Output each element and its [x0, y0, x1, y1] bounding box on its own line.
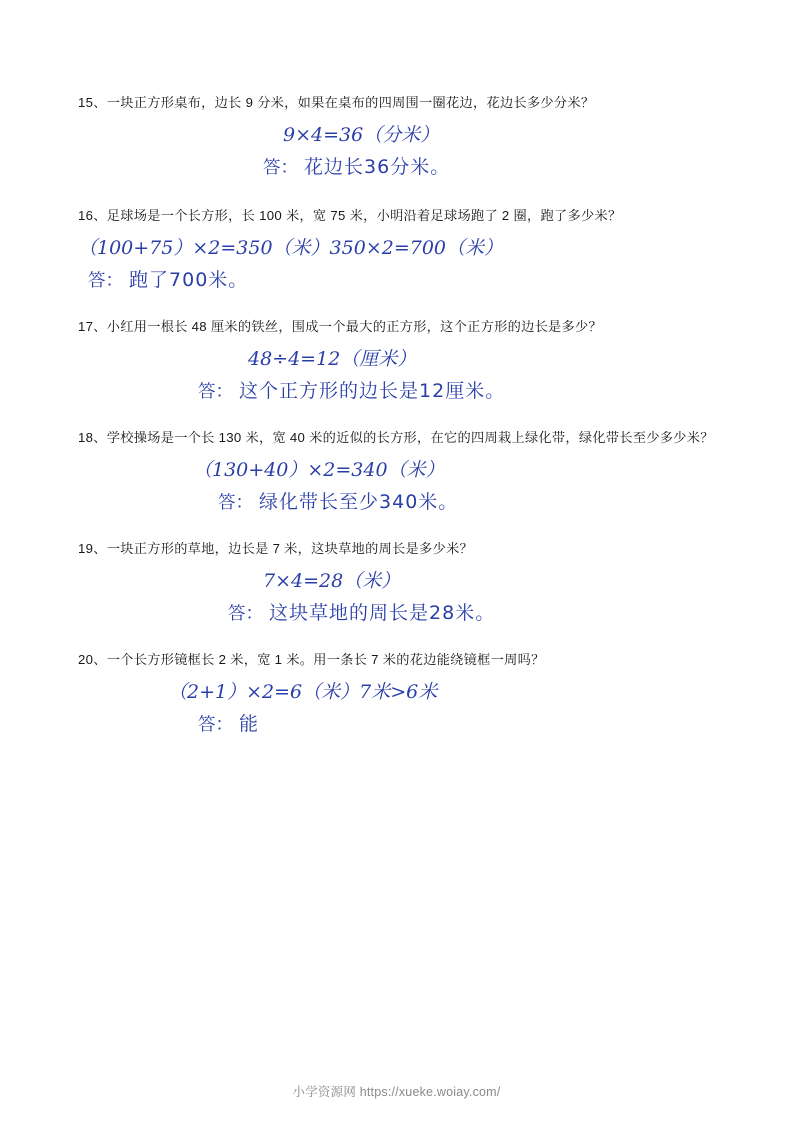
problem-answer — [78, 263, 715, 298]
answer-text: 这块草地的周长是28米。 — [269, 602, 496, 624]
problem-answer — [78, 707, 715, 742]
problem-question: 15、一块正方形桌布，边长 9 分米，如果在桌布的四周围一圈花边，花边长多少分米？ — [78, 95, 595, 110]
footer-url[interactable]: https://xueke.woiay.com/ — [359, 1085, 501, 1099]
answer-label: 答： — [228, 604, 263, 624]
problem-answer — [78, 596, 715, 631]
answer-text: 这个正方形的边长是12厘米。 — [239, 380, 506, 402]
problem-work: （100+75）×2=350（米）350×2=700（米） — [78, 237, 504, 259]
problem-20 — [78, 645, 715, 742]
problem-16 — [78, 201, 715, 298]
problem-answer — [78, 485, 715, 520]
problem-question: 19、一块正方形的草地，边长是 7 米，这块草地的周长是多少米？ — [78, 541, 473, 556]
answer-label: 答： — [218, 493, 253, 513]
problem-question: 20、一个长方形镜框长 2 米，宽 1 米。用一条长 7 米的花边能绕镜框一周吗？ — [78, 652, 545, 667]
answer-text: 能 — [239, 713, 260, 735]
problem-work: 9×4=36（分米） — [283, 124, 440, 146]
problem-18 — [78, 423, 715, 520]
answer-label: 答： — [263, 158, 298, 178]
problem-15 — [78, 88, 715, 185]
answer-text: 花边长36分米。 — [304, 156, 451, 178]
answer-label: 答： — [198, 382, 233, 402]
problem-answer — [78, 150, 715, 185]
problem-work: 7×4=28（米） — [263, 570, 401, 592]
problem-question: 18、学校操场是一个长 130 米，宽 40 米的近似的长方形，在它的四周栽上绿化带，绿化带长至少多少米？ — [78, 430, 714, 445]
answer-label: 答： — [198, 715, 233, 735]
problem-17 — [78, 312, 715, 409]
problem-question: 16、足球场是一个长方形，长 100 米，宽 75 米，小明沿着足球场跑了 2 圈，跑了多少米？ — [78, 208, 622, 223]
footer-brand: 小学资源网 — [292, 1085, 357, 1099]
answer-label: 答： — [88, 271, 123, 291]
problem-question: 17、小红用一根长 48 厘米的铁丝，围成一个最大的正方形，这个正方形的边长是多少？ — [78, 319, 603, 334]
answer-text: 跑了700米。 — [129, 269, 249, 291]
problem-answer — [78, 374, 715, 409]
problem-19 — [78, 534, 715, 631]
problem-work: （130+40）×2=340（米） — [193, 459, 445, 481]
page-footer — [0, 1082, 793, 1100]
problem-work: （2+1）×2=6（米）7米>6米 — [168, 681, 438, 703]
answer-text: 绿化带长至少340米。 — [259, 491, 459, 513]
problem-work: 48÷4=12（厘米） — [248, 348, 417, 370]
